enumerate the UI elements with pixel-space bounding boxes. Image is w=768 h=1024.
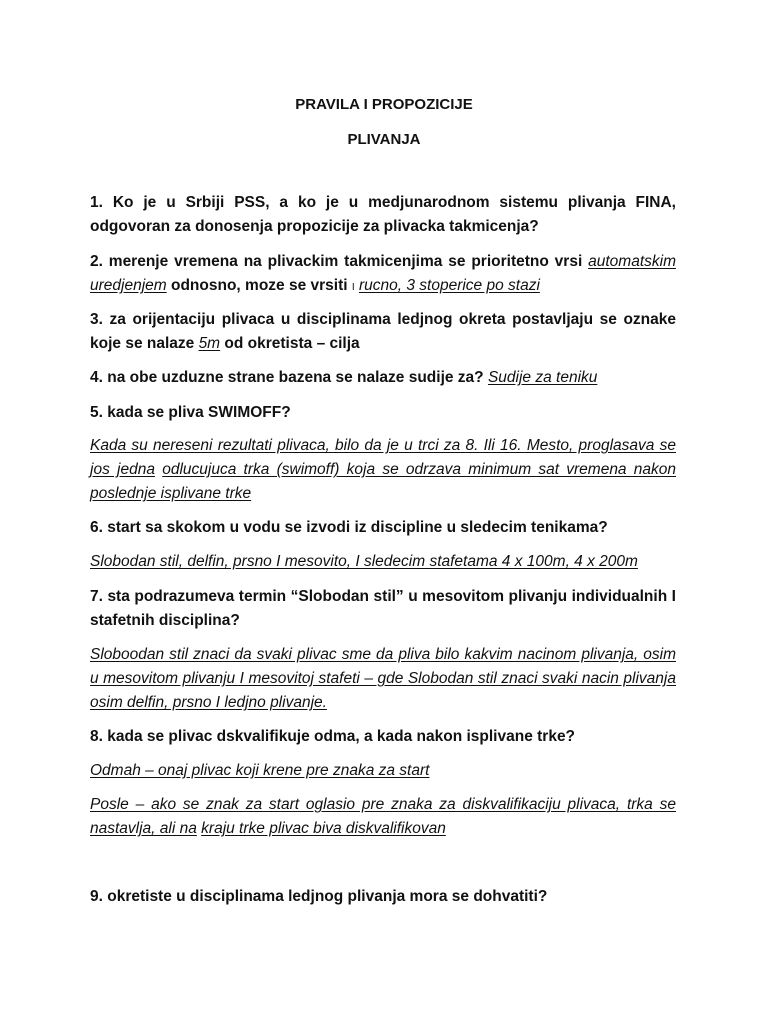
question-4-text: 4. na obe uzduzne strane bazena se nalaze sudije za? xyxy=(90,369,488,386)
question-7: 7. sta podrazumeva termin “Slobodan stil” u mesovitom plivanju individualnih I stafetnih disciplina? xyxy=(90,588,676,629)
question-6: 6. start sa skokom u vodu se izvodi iz discipline u sledecim tenikama? xyxy=(90,519,608,536)
question-2-separator: I xyxy=(351,282,355,293)
answer-2b: rucno, 3 stoperice po stazi xyxy=(358,277,540,294)
answer-4: Sudije za teniku xyxy=(487,369,598,386)
answer-5 xyxy=(90,434,676,506)
document-subtitle: PLIVANJA xyxy=(347,131,421,148)
question-1: 1. Ko je u Srbiji PSS, a ko je u medjunarodnom sistemu plivanja FINA, odgovoran za donosenja propozicije za plivacka takmicenja? xyxy=(90,194,676,235)
question-8: 8. kada se plivac dskvalifikuje odma, a kada nakon isplivane trke? xyxy=(90,728,576,745)
question-9: 9. okretiste u disciplinama ledjnog plivanja mora se dohvatiti? xyxy=(90,888,548,905)
answer-8b-part-2: kraju trke plivac biva diskvalifikovan xyxy=(201,820,446,837)
question-3-text-b: od okretista – cilja xyxy=(220,335,360,352)
answer-8b-part-1: Posle – ako se znak za start oglasio pre znaka za diskvalifikaciju plivaca, trka se nastavlja, ali na xyxy=(90,796,676,837)
answer-6 xyxy=(90,550,676,574)
question-3-text-a: 3. za orijentaciju plivaca u disciplinama ledjnog okreta postavljaju se oznake koje se nalaze xyxy=(90,311,676,352)
answer-2a: automatskim uredjenjem xyxy=(90,253,676,294)
answer-6-text: Slobodan stil, delfin, prsno I mesovito, I sledecim stafetama 4 x 100m, 4 x 200m xyxy=(90,553,638,570)
question-2 xyxy=(90,250,676,300)
question-2-text-a: 2. merenje vremena na plivackim takmicenjima se prioritetno vrsi xyxy=(90,253,589,270)
answer-7-text: Sloboodan stil znaci da svaki plivac sme da pliva bilo kakvim nacinom plivanja, osim u mesovitom plivanju I mesovitoj stafeti – gde Slobodan stil znaci svaki nacin plivanja osim delfin, prsno I ledjno plivanje. xyxy=(90,646,676,711)
question-4 xyxy=(90,366,676,390)
answer-8a xyxy=(90,759,676,783)
question-5: 5. kada se pliva SWIMOFF? xyxy=(90,404,291,421)
answer-5-part-1: Kada su nereseni rezultati plivaca, bilo da je u trci za 8. Ili 16. Mesto, proglasava se jos jedna xyxy=(90,437,676,478)
answer-8a-text: Odmah – onaj plivac koji krene pre znaka za start xyxy=(90,762,430,779)
question-3 xyxy=(90,308,676,356)
question-2-text-b: odnosno, moze se vrsiti xyxy=(166,277,352,294)
answer-3: 5m xyxy=(198,335,221,352)
answer-7 xyxy=(90,643,676,715)
document-title: PRAVILA I PROPOZICIJE xyxy=(295,96,473,113)
answer-8b xyxy=(90,793,676,841)
answer-5-part-2: odlucujuca trka (swimoff) koja se odrzava minimum sat vremena nakon poslednje isplivane trke xyxy=(90,461,677,502)
